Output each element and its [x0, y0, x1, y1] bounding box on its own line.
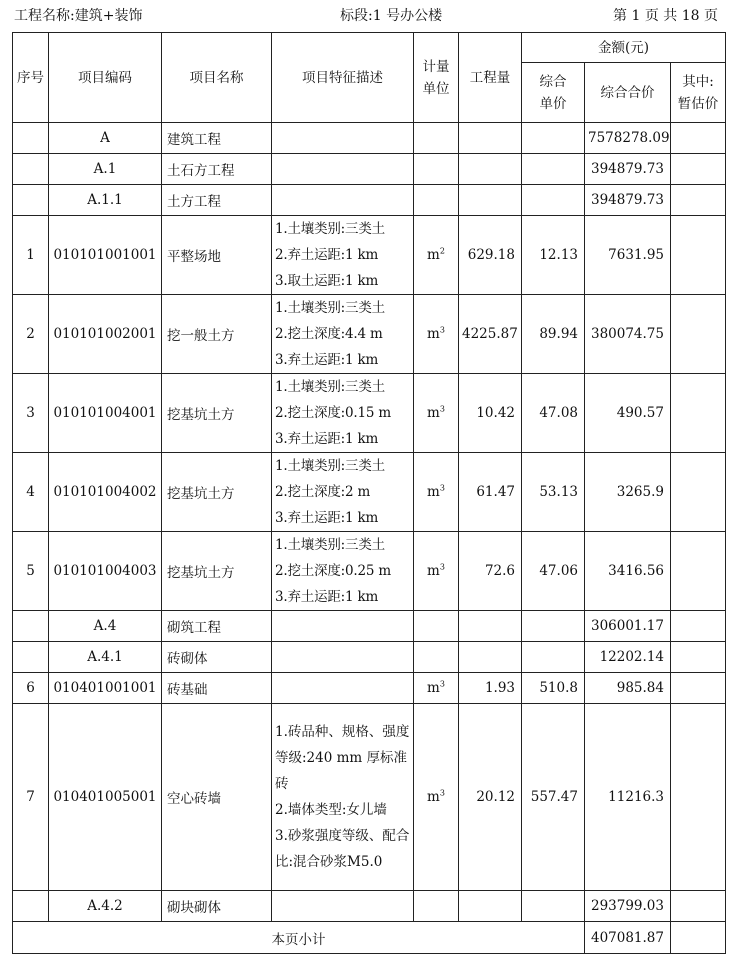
table-row [13, 704, 726, 891]
table-row [13, 123, 726, 154]
cell-unit-price: 510.8 [522, 673, 585, 704]
cell-desc [272, 532, 414, 611]
subtotal-est [671, 922, 726, 954]
header-row [13, 33, 726, 63]
subtotal-total: 407081.87 [585, 922, 671, 954]
unit-exponent: 3 [439, 562, 445, 572]
cell-seq [13, 891, 49, 922]
cell-code: 010401005001 [49, 704, 162, 891]
cell-unit-price: 47.08 [522, 374, 585, 453]
desc-line: 3.弃土运距:1 km [275, 431, 379, 447]
cell-code: A.4.1 [49, 642, 162, 673]
desc-line: 3.弃土运距:1 km [275, 589, 379, 605]
cell-code: A.1 [49, 154, 162, 185]
cell-seq [13, 154, 49, 185]
cell-est [671, 673, 726, 704]
unit-base: m [427, 326, 440, 342]
subtotal-row [13, 922, 726, 954]
cell-code: A.4.2 [49, 891, 162, 922]
cell-code: 010401001001 [49, 673, 162, 704]
cell-total: 3416.56 [585, 532, 671, 611]
unit-base: m [427, 563, 440, 579]
cell-qty: 72.6 [459, 532, 522, 611]
table-row [13, 532, 726, 611]
cell-qty: 20.12 [459, 704, 522, 891]
cell-seq [13, 123, 49, 154]
cell-desc [272, 673, 414, 704]
cell-desc [272, 642, 414, 673]
cell-qty [459, 642, 522, 673]
cell-desc [272, 891, 414, 922]
cell-est [671, 185, 726, 216]
unit-exponent: 3 [439, 679, 445, 689]
unit-exponent: 3 [439, 483, 445, 493]
cell-total: 380074.75 [585, 295, 671, 374]
unit-base: m [427, 789, 440, 805]
cell-unit [414, 123, 459, 154]
cell-desc [272, 295, 414, 374]
desc-line: 2.挖土深度:0.25 m [275, 563, 391, 579]
page-header [0, 5, 736, 27]
cell-unit-price [522, 891, 585, 922]
unit-base: m [427, 680, 440, 696]
cell-unit-price [522, 123, 585, 154]
col-amount: 金额(元) [522, 33, 726, 63]
cell-unit [414, 611, 459, 642]
section-name: 标段:1 号办公楼 [340, 8, 443, 24]
cell-est [671, 642, 726, 673]
unit-exponent: 2 [439, 246, 445, 256]
cell-code: 010101002001 [49, 295, 162, 374]
cell-desc [272, 123, 414, 154]
desc-line: 1.砖品种、规格、强度等级:240 mm 厚标准砖 [275, 724, 410, 792]
cell-unit [414, 216, 459, 295]
desc-line: 3.弃土运距:1 km [275, 352, 379, 368]
cell-total: 11216.3 [585, 704, 671, 891]
col-total: 综合合价 [585, 63, 671, 123]
table-row [13, 295, 726, 374]
cell-total: 3265.9 [585, 453, 671, 532]
cell-unit-price: 47.06 [522, 532, 585, 611]
cell-name: 挖基坑土方 [162, 374, 272, 453]
desc-line: 2.挖土深度:4.4 m [275, 326, 383, 342]
desc-line: 3.砂浆强度等级、配合比:混合砂浆M5.0 [275, 828, 410, 870]
cell-seq: 4 [13, 453, 49, 532]
col-est: 其中:暂估价 [671, 63, 726, 123]
desc-line: 3.弃土运距:1 km [275, 510, 379, 526]
cell-qty: 4225.87 [459, 295, 522, 374]
cell-est [671, 611, 726, 642]
unit-exponent: 3 [439, 404, 445, 414]
cell-unit-price [522, 611, 585, 642]
cell-unit-price: 53.13 [522, 453, 585, 532]
cell-total: 306001.17 [585, 611, 671, 642]
desc-line: 1.土壤类别:三类土 [275, 458, 385, 474]
unit-exponent: 3 [439, 788, 445, 798]
cell-unit [414, 642, 459, 673]
cell-code: 010101004003 [49, 532, 162, 611]
cell-name: 砌筑工程 [162, 611, 272, 642]
cell-desc [272, 453, 414, 532]
cell-seq: 3 [13, 374, 49, 453]
desc-line: 2.挖土深度:2 m [275, 484, 371, 500]
col-desc: 项目特征描述 [272, 33, 414, 123]
cell-unit [414, 704, 459, 891]
table-row [13, 453, 726, 532]
cell-name: 平整场地 [162, 216, 272, 295]
cell-est [671, 295, 726, 374]
cell-total: 985.84 [585, 673, 671, 704]
unit-base: m [427, 405, 440, 421]
cell-name: 挖基坑土方 [162, 532, 272, 611]
cell-seq [13, 185, 49, 216]
cell-code: 010101004001 [49, 374, 162, 453]
cell-total: 490.57 [585, 374, 671, 453]
cell-name: 砖砌体 [162, 642, 272, 673]
cell-unit-price [522, 154, 585, 185]
cell-total: 394879.73 [585, 185, 671, 216]
cell-est [671, 123, 726, 154]
cell-total: 12202.14 [585, 642, 671, 673]
cell-unit-price: 12.13 [522, 216, 585, 295]
col-qty: 工程量 [459, 33, 522, 123]
cell-est [671, 374, 726, 453]
cell-qty: 1.93 [459, 673, 522, 704]
cell-qty: 629.18 [459, 216, 522, 295]
cell-name: 土方工程 [162, 185, 272, 216]
cell-qty [459, 154, 522, 185]
cell-unit [414, 374, 459, 453]
cell-name: 建筑工程 [162, 123, 272, 154]
bill-of-quantities-table [12, 32, 726, 954]
col-code: 项目编码 [49, 33, 162, 123]
cell-unit [414, 532, 459, 611]
cell-qty [459, 611, 522, 642]
cell-est [671, 216, 726, 295]
cell-name: 土石方工程 [162, 154, 272, 185]
cell-unit-price: 557.47 [522, 704, 585, 891]
desc-line: 1.土壤类别:三类土 [275, 221, 385, 237]
project-name: 工程名称:建筑+装饰 [14, 8, 143, 24]
cell-code: 010101004002 [49, 453, 162, 532]
cell-total: 7631.95 [585, 216, 671, 295]
cell-desc [272, 216, 414, 295]
cell-name: 挖一般土方 [162, 295, 272, 374]
cell-seq: 6 [13, 673, 49, 704]
cell-unit [414, 891, 459, 922]
cell-unit-price: 89.94 [522, 295, 585, 374]
cell-name: 空心砖墙 [162, 704, 272, 891]
cell-total: 7578278.09 [585, 123, 671, 154]
cell-code: A [49, 123, 162, 154]
cell-name: 砌块砌体 [162, 891, 272, 922]
cell-est [671, 154, 726, 185]
table-row [13, 185, 726, 216]
cell-total: 293799.03 [585, 891, 671, 922]
col-unit: 计量单位 [414, 33, 459, 123]
subtotal-label: 本页小计 [13, 922, 585, 954]
cell-qty [459, 891, 522, 922]
col-seq: 序号 [13, 33, 49, 123]
cell-qty [459, 123, 522, 154]
cell-unit-price [522, 642, 585, 673]
table-row [13, 374, 726, 453]
col-unit-price: 综合单价 [522, 63, 585, 123]
cell-name: 砖基础 [162, 673, 272, 704]
table-row [13, 891, 726, 922]
cell-qty: 61.47 [459, 453, 522, 532]
desc-line: 2.墙体类型:女儿墙 [275, 802, 387, 818]
cell-unit [414, 295, 459, 374]
unit-exponent: 3 [439, 325, 445, 335]
cell-code: 010101001001 [49, 216, 162, 295]
unit-base: m [427, 484, 440, 500]
cell-qty [459, 185, 522, 216]
cell-seq: 7 [13, 704, 49, 891]
cell-name: 挖基坑土方 [162, 453, 272, 532]
table-row [13, 611, 726, 642]
table-row [13, 642, 726, 673]
cell-desc [272, 374, 414, 453]
desc-line: 1.土壤类别:三类土 [275, 537, 385, 553]
table-row [13, 673, 726, 704]
unit-base: m [427, 247, 440, 263]
cell-desc [272, 185, 414, 216]
cell-unit [414, 154, 459, 185]
desc-line: 1.土壤类别:三类土 [275, 300, 385, 316]
cell-seq: 2 [13, 295, 49, 374]
cell-seq: 1 [13, 216, 49, 295]
col-name: 项目名称 [162, 33, 272, 123]
desc-line: 2.弃土运距:1 km [275, 247, 379, 263]
desc-line: 3.取土运距:1 km [275, 273, 379, 289]
cell-desc [272, 704, 414, 891]
cell-unit [414, 185, 459, 216]
cell-code: A.4 [49, 611, 162, 642]
table-body [13, 123, 726, 954]
cell-unit [414, 453, 459, 532]
cell-seq [13, 611, 49, 642]
desc-line: 2.挖土深度:0.15 m [275, 405, 391, 421]
cell-desc [272, 154, 414, 185]
desc-line: 1.土壤类别:三类土 [275, 379, 385, 395]
page-indicator: 第 1 页 共 18 页 [613, 8, 718, 24]
cell-desc [272, 611, 414, 642]
cell-est [671, 704, 726, 891]
cell-unit [414, 673, 459, 704]
table-row [13, 154, 726, 185]
table-row [13, 216, 726, 295]
cell-seq: 5 [13, 532, 49, 611]
cell-code: A.1.1 [49, 185, 162, 216]
cell-est [671, 891, 726, 922]
cell-est [671, 532, 726, 611]
cell-seq [13, 642, 49, 673]
cell-total: 394879.73 [585, 154, 671, 185]
cell-unit-price [522, 185, 585, 216]
cell-est [671, 453, 726, 532]
cell-qty: 10.42 [459, 374, 522, 453]
